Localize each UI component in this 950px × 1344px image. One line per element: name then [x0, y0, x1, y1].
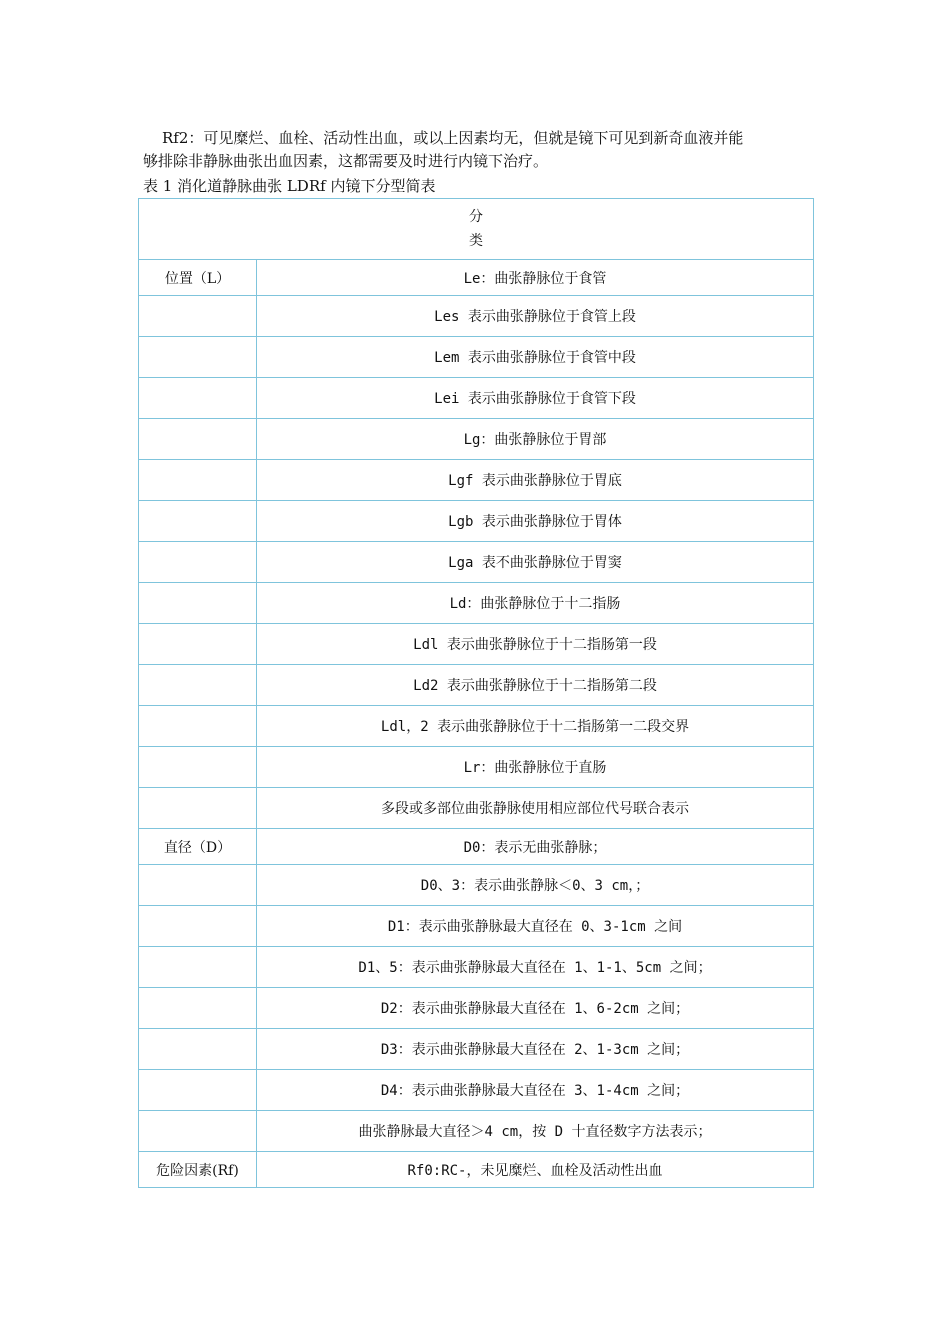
- table-row: [139, 829, 814, 865]
- row-category-cell: [139, 665, 257, 706]
- table-row: [139, 337, 814, 378]
- row-category-cell: [139, 501, 257, 542]
- table-row: [139, 988, 814, 1029]
- row-category-cell: 位置（L）: [139, 260, 257, 296]
- row-category-cell: [139, 747, 257, 788]
- row-category-cell: [139, 296, 257, 337]
- table-row: [139, 419, 814, 460]
- row-description-cell: Le：曲张静脉位于食管: [257, 260, 814, 296]
- table-row: [139, 665, 814, 706]
- row-category-cell: [139, 378, 257, 419]
- table-header-row: [139, 199, 814, 260]
- row-description-cell: D2：表示曲张静脉最大直径在 1、6-2cm 之间；: [257, 988, 814, 1029]
- table-row: [139, 1152, 814, 1188]
- table-row: [139, 583, 814, 624]
- intro-line-2: 够排除非静脉曲张出血因素，这都需要及时进行内镜下治疗。: [143, 152, 549, 170]
- row-description-cell: Rf0:RC-，未见糜烂、血栓及活动性出血: [257, 1152, 814, 1188]
- row-description-cell: 曲张静脉最大直径＞4 cm，按 D 十直径数字方法表示；: [257, 1111, 814, 1152]
- table-row: [139, 624, 814, 665]
- table-row: [139, 1029, 814, 1070]
- row-category-cell: [139, 583, 257, 624]
- row-category-cell: [139, 988, 257, 1029]
- row-description-cell: D0：表示无曲张静脉；: [257, 829, 814, 865]
- row-description-cell: Les 表示曲张静脉位于食管上段: [257, 296, 814, 337]
- table-row: [139, 1111, 814, 1152]
- row-description-cell: Ld2 表示曲张静脉位于十二指肠第二段: [257, 665, 814, 706]
- table-row: [139, 501, 814, 542]
- row-category-cell: [139, 542, 257, 583]
- table-row: [139, 747, 814, 788]
- row-description-cell: Ldl 表示曲张静脉位于十二指肠第一段: [257, 624, 814, 665]
- table-row: [139, 296, 814, 337]
- header-line-1: 分: [469, 209, 483, 225]
- row-category-cell: [139, 947, 257, 988]
- row-category-cell: [139, 1070, 257, 1111]
- intro-paragraph: [143, 127, 813, 173]
- row-description-cell: Ld：曲张静脉位于十二指肠: [257, 583, 814, 624]
- table-row: [139, 865, 814, 906]
- row-category-cell: [139, 865, 257, 906]
- row-category-cell: [139, 460, 257, 501]
- row-description-cell: Ldl，2 表示曲张静脉位于十二指肠第一二段交界: [257, 706, 814, 747]
- row-category-cell: [139, 1029, 257, 1070]
- row-category-cell: [139, 1111, 257, 1152]
- row-category-cell: [139, 788, 257, 829]
- table-row: [139, 706, 814, 747]
- row-description-cell: D1、5：表示曲张静脉最大直径在 1、1-1、5cm 之间；: [257, 947, 814, 988]
- row-description-cell: Lei 表示曲张静脉位于食管下段: [257, 378, 814, 419]
- row-description-cell: D1：表示曲张静脉最大直径在 0、3-1cm 之间: [257, 906, 814, 947]
- row-category-cell: [139, 906, 257, 947]
- row-description-cell: Lga 表不曲张静脉位于胃窦: [257, 542, 814, 583]
- ldrf-classification-table: [138, 198, 814, 1188]
- row-description-cell: Lem 表示曲张静脉位于食管中段: [257, 337, 814, 378]
- table-row: [139, 260, 814, 296]
- table-row: [139, 542, 814, 583]
- table-row: [139, 1070, 814, 1111]
- row-description-cell: 多段或多部位曲张静脉使用相应部位代号联合表示: [257, 788, 814, 829]
- row-description-cell: Lgb 表示曲张静脉位于胃体: [257, 501, 814, 542]
- header-line-2: 类: [469, 233, 483, 249]
- row-category-cell: 危险因素(Rf): [139, 1152, 257, 1188]
- table-row: [139, 788, 814, 829]
- row-category-cell: [139, 419, 257, 460]
- row-description-cell: D4：表示曲张静脉最大直径在 3、1-4cm 之间；: [257, 1070, 814, 1111]
- row-description-cell: Lr：曲张静脉位于直肠: [257, 747, 814, 788]
- row-description-cell: Lg：曲张静脉位于胃部: [257, 419, 814, 460]
- table-caption: 表 1 消化道静脉曲张 LDRf 内镜下分型简表: [143, 177, 436, 195]
- row-category-cell: [139, 624, 257, 665]
- row-category-cell: 直径（D）: [139, 829, 257, 865]
- table-row: [139, 460, 814, 501]
- intro-line-1: Rf2：可见糜烂、血栓、活动性出血，或以上因素均无，但就是镜下可见到新奇血液并能: [162, 129, 744, 147]
- row-description-cell: D3：表示曲张静脉最大直径在 2、1-3cm 之间；: [257, 1029, 814, 1070]
- table-row: [139, 947, 814, 988]
- table-row: [139, 906, 814, 947]
- row-description-cell: D0、3：表示曲张静脉＜0、3 cm，；: [257, 865, 814, 906]
- row-category-cell: [139, 337, 257, 378]
- table-header-cell: [139, 199, 814, 260]
- row-description-cell: Lgf 表示曲张静脉位于胃底: [257, 460, 814, 501]
- row-category-cell: [139, 706, 257, 747]
- table-row: [139, 378, 814, 419]
